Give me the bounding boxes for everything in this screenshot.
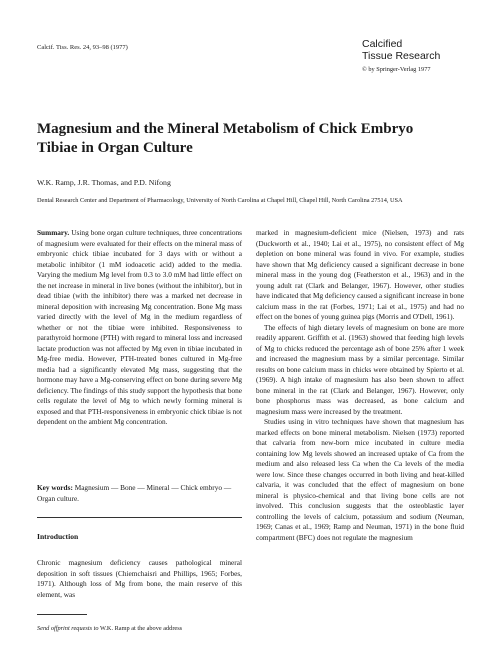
footnote-rule — [37, 614, 87, 615]
article-authors: W.K. Ramp, J.R. Thomas, and P.D. Nifong — [37, 178, 171, 187]
right-column — [256, 228, 464, 543]
section-divider — [37, 517, 242, 518]
keywords-text: Magnesium — Bone — Mineral — Chick embryo — Organ culture. — [37, 483, 232, 503]
keywords-section — [37, 483, 242, 504]
summary-section — [37, 228, 242, 428]
masthead-title-line1: Calcified — [362, 38, 403, 50]
summary-label: Summary. — [37, 228, 70, 237]
introduction-text: Chronic magnesium deficiency causes pathological mineral deposition in soft tissues (Chiemchaisri and Phillips, 1965; Forbes, 1971). Although loss of Mg from bone, the main reserve of this element, was — [37, 558, 242, 599]
masthead-title-line2: Tissue Research — [362, 50, 441, 62]
summary-text: Using bone organ culture techniques, three concentrations of magnesium were evaluated for their effects on the mineral mass of embryonic chick tibiae incubated for 3 days with or without a metabolic inhibitor (1 mM iodoacetic acid) added to the media. Varying the medium Mg level from 0.3 to 3.0 mM had little effect on the net increase in mineral in live bones (without the inhibitor), but in dead tibiae (with the inhibitor) there was a marked net decrease in mineral deposition with increasing Mg concentration. Bone Mg mass varied directly with the level of Mg in the medium regardless of whether or not the tibiae were inhibited. Responsiveness to parathyroid hormone (PTH) with regard to mineral loss and increased lactate production was not affected by Mg even in tibiae incubated in Mg-free media. However, PTH-treated bones cultured in Mg-free media had a significantly elevated Mg mass, suggesting that the hormone may have a Mg-conserving effect on bone during severe Mg deficiency. The findings of this study support the hypothesis that bone cells regulate the level of Mg to which newly forming mineral is exposed and that PTH-responsiveness in embryonic chick tibiae is not dependent on the ambient Mg concentration. — [37, 228, 243, 426]
author-affiliation: Dental Research Center and Department of Pharmacology, University of North Carolina at Chapel Hill, Chapel Hill, North Carolina 27514, USA — [37, 197, 403, 204]
summary-paragraph — [37, 228, 242, 428]
footnote-text: W.K. Ramp at the above address — [98, 625, 183, 632]
publisher-copyright: © by Springer-Verlag 1977 — [362, 66, 431, 73]
footnote-italic: Send offprint requests to — [37, 625, 99, 632]
right-paragraph-1: marked in magnesium-deficient mice (Nielsen, 1973) and rats (Duckworth et al., 1940; Lai et al., 1975), no consistent effect of Mg depletion on bone mineral was found in vivo. For example, studies have shown that Mg deficiency caused a significant decrease in bone mineral mass in the young dog (Featherston et al., 1963) and in the young adult rat (Clark and Belanger, 1967). However, other studies have indicated that Mg deficiency caused a significant increase in bone calcium mass in the rat (Forbes, 1971; Lai et al., 1975) and had no effect on the bones of young guinea pigs (Morris and O'Dell, 1961). — [256, 228, 464, 321]
journal-masthead — [362, 38, 440, 73]
article-title: Magnesium and the Mineral Metabolism of Chick Embryo Tibiae in Organ Culture — [37, 121, 414, 156]
right-paragraph-2: The effects of high dietary levels of magnesium on bone are more readily apparent. Griffith et al. (1963) showed that feeding high levels of Mg to chicks reduced the percentage ash of bone 25% after 1 week and increased the magnesium mass by a similar percentage. Similar results on bone calcium mass in chicks were obtained by Spierto et al. (1969). A high intake of magnesium has also been shown to affect bone mineral in the rat (Clark and Belanger, 1967). However, only bone phosphorus mass was decreased, as bone calcium and magnesium mass were increased by the treatment. — [256, 322, 464, 416]
journal-reference: Calcif. Tiss. Res. 24, 93–98 (1977) — [37, 44, 128, 51]
keywords-label: Key words: — [37, 483, 73, 492]
footnote — [37, 625, 182, 632]
introduction-heading: Introduction — [37, 532, 79, 541]
right-paragraph-3: Studies using in vitro techniques have shown that magnesium has marked effects on bone mineral metabolism. Nielsen (1973) reported that calvaria from new-born mice incubated in culture media containing low Mg levels showed an increased uptake of Ca from the medium and also released less Ca when the Ca levels of the media were low. Since these changes occurred in both living and heat-killed calvaria, it was concluded that the effect of magnesium on bone mineral is physico-chemical and that living bone cells are not involved. This conclusion suggests that the osteoblastic layer controlling the levels of calcium, potassium and sodium (Neuman, 1969; Canas et al., 1969; Ramp and Neuman, 1971) in the bone fluid compartment (BFC) does not regulate the magnesium — [256, 417, 464, 542]
